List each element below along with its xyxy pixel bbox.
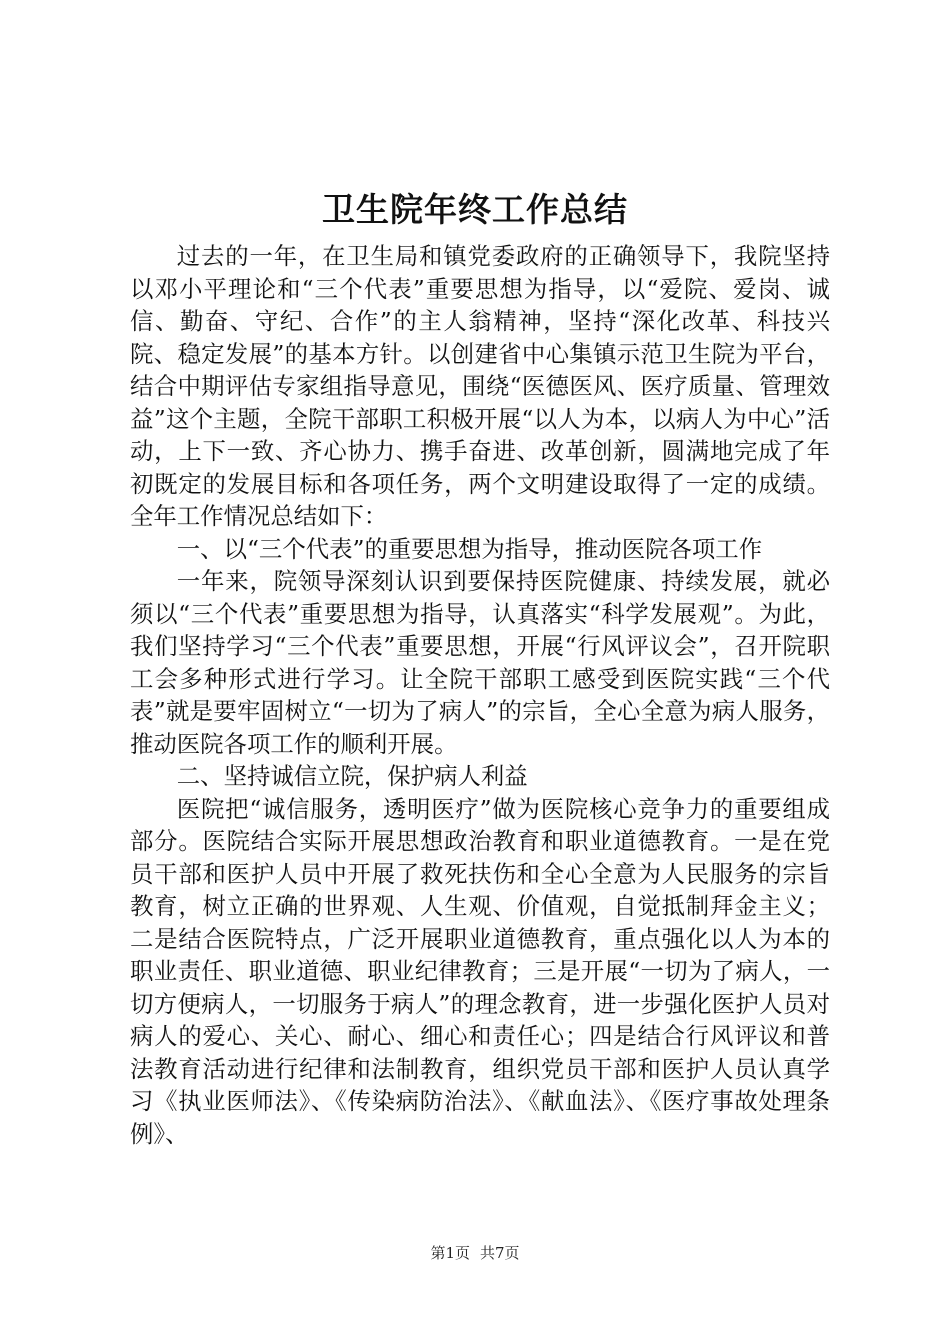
page-total: 共7页: [480, 1244, 520, 1262]
document-body: [130, 240, 830, 1150]
paragraph-intro: 过去的一年，在卫生局和镇党委政府的正确领导下，我院坚持以邓小平理论和“三个代表”重要思想为指导，以“爱院、爱岗、诚信、勤奋、守纪、合作”的主人翁精神，坚持“深化改革、科技兴院、稳定发展”的基本方针。以创建省中心集镇示范卫生院为平台，结合中期评估专家组指导意见，围绕“医德医风、医疗质量、管理效益”这个主题，全院干部职工积极开展“以人为本，以病人为中心”活动，上下一致、齐心协力、携手奋进、改革创新，圆满地完成了年初既定的发展目标和各项任务，两个文明建设取得了一定的成绩。全年工作情况总结如下：: [130, 242, 830, 530]
section-heading-1: 一、以“三个代表”的重要思想为指导，推动医院各项工作: [176, 534, 763, 563]
page-footer: [0, 1243, 950, 1263]
section-heading-2: 二、坚持诚信立院，保护病人利益: [176, 762, 528, 790]
document-title: 卫生院年终工作总结: [322, 190, 628, 229]
paragraph-section-2: 医院把“诚信服务，透明医疗”做为医院核心竞争力的重要组成部分。医院结合实际开展思想政治教育和职业道德教育。一是在党员干部和医护人员中开展了救死扶伤和全心全意为人民服务的宗旨教育，树立正确的世界观、人生观、价值观，自觉抵制拜金主义；二是结合医院特点，广泛开展职业道德教育，重点强化以人为本的职业责任、职业道德、职业纪律教育；三是开展“一切为了病人，一切方便病人，一切服务于病人”的理念教育，进一步强化医护人员对病人的爱心、关心、耐心、细心和责任心；四是结合行风评议和普法教育活动进行纪律和法制教育，组织党员干部和医护人员认真学习《执业医师法》、《传染病防治法》、《献血法》、《医疗事故处理条例》、: [130, 794, 830, 1148]
paragraph-section-1: 一年来，院领导深刻认识到要保持医院健康、持续发展，就必须以“三个代表”重要思想为指导，认真落实“科学发展观”。为此，我们坚持学习“三个代表”重要思想，开展“行风评议会”，召开院职工会多种形式进行学习。让全院干部职工感受到医院实践“三个代表”就是要牢固树立“一切为了病人”的宗旨，全心全意为病人服务，推动医院各项工作的顺利开展。: [130, 567, 830, 758]
page-number: 第1页: [430, 1244, 470, 1262]
